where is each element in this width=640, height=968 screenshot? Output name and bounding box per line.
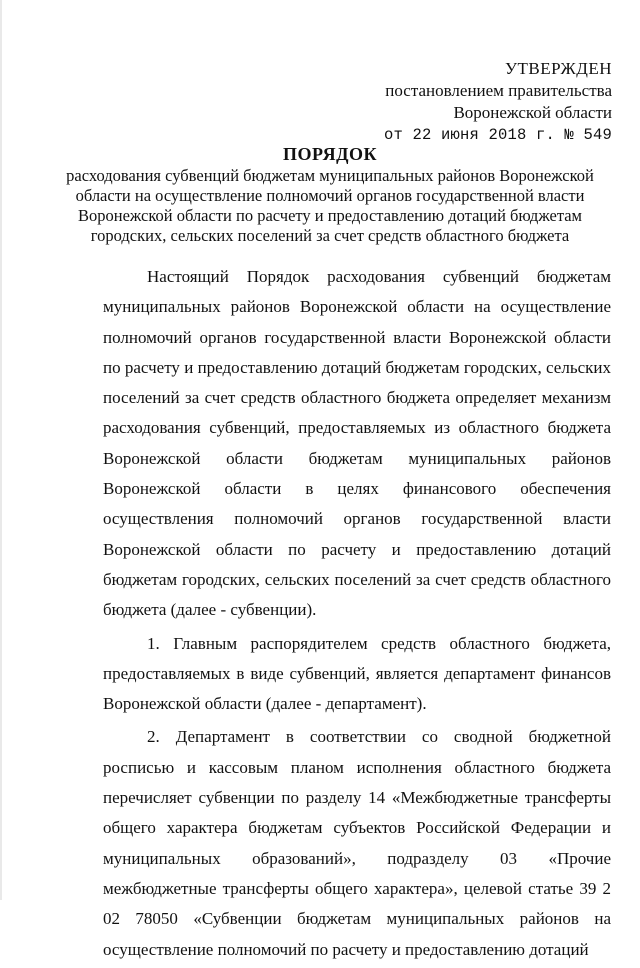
paragraph-intro: Настоящий Порядок расходования субвенций бюджетам муниципальных районов Воронежской области на осуществление полномочий органов государственной власти Воронежской области по расчету и предоставлению дотаций бюджетам городских, сельских поселений за счет средств областного бюджета определяет механизм расходования субвенций, предоставляемых из областного бюджета Воронежской области бюджетам муниципальных районов Воронежской области в целях финансового обеспечения осуществления полномочий органов государственной власти Воронежской области по расчету и предоставлению дотаций бюджетам городских, сельских поселений за счет средств областного бюджета (далее - субвенции). bbox=[103, 267, 611, 620]
approval-stamp: УТВЕРЖДЕН bbox=[505, 59, 612, 78]
scan-edge bbox=[0, 0, 2, 900]
paragraph-item-1: 1. Главным распорядителем средств областного бюджета, предоставляемых в виде субвенций, является департамент финансов Воронежской области (далее - департамент). bbox=[103, 633, 611, 714]
title-block bbox=[60, 142, 600, 246]
document-body bbox=[103, 262, 611, 968]
paragraph-item-2: 2. Департамент в соответствии со сводной бюджетной росписью и кассовым планом исполнения областного бюджета перечисляет субвенции по разделу 14 «Межбюджетные трансферты общего характера бюджетам субъектов Российской Федерации и муниципальных образований», подразделу 03 «Прочие межбюджетные трансферты общего характера», целевой статье 39 2 02 78050 «Субвенции бюджетам муниципальных районов на осуществление полномочий по расчету и предоставлению дотаций bbox=[103, 727, 611, 959]
approval-line-2: Воронежской области bbox=[453, 103, 612, 122]
approval-date-number: от 22 июня 2018 г. № 549 bbox=[383, 126, 612, 144]
approval-line-1: постановлением правительства bbox=[385, 81, 612, 100]
document-title: ПОРЯДОК bbox=[282, 144, 378, 164]
approval-block bbox=[312, 58, 612, 146]
document-subtitle: расходования субвенций бюджетам муниципальных районов Воронежской области на осуществление полномочий органов государственной власти Воронежской области по расчету и предоставлению дотаций бюджетам городских, сельских поселений за счет средств областного бюджета bbox=[66, 166, 594, 245]
